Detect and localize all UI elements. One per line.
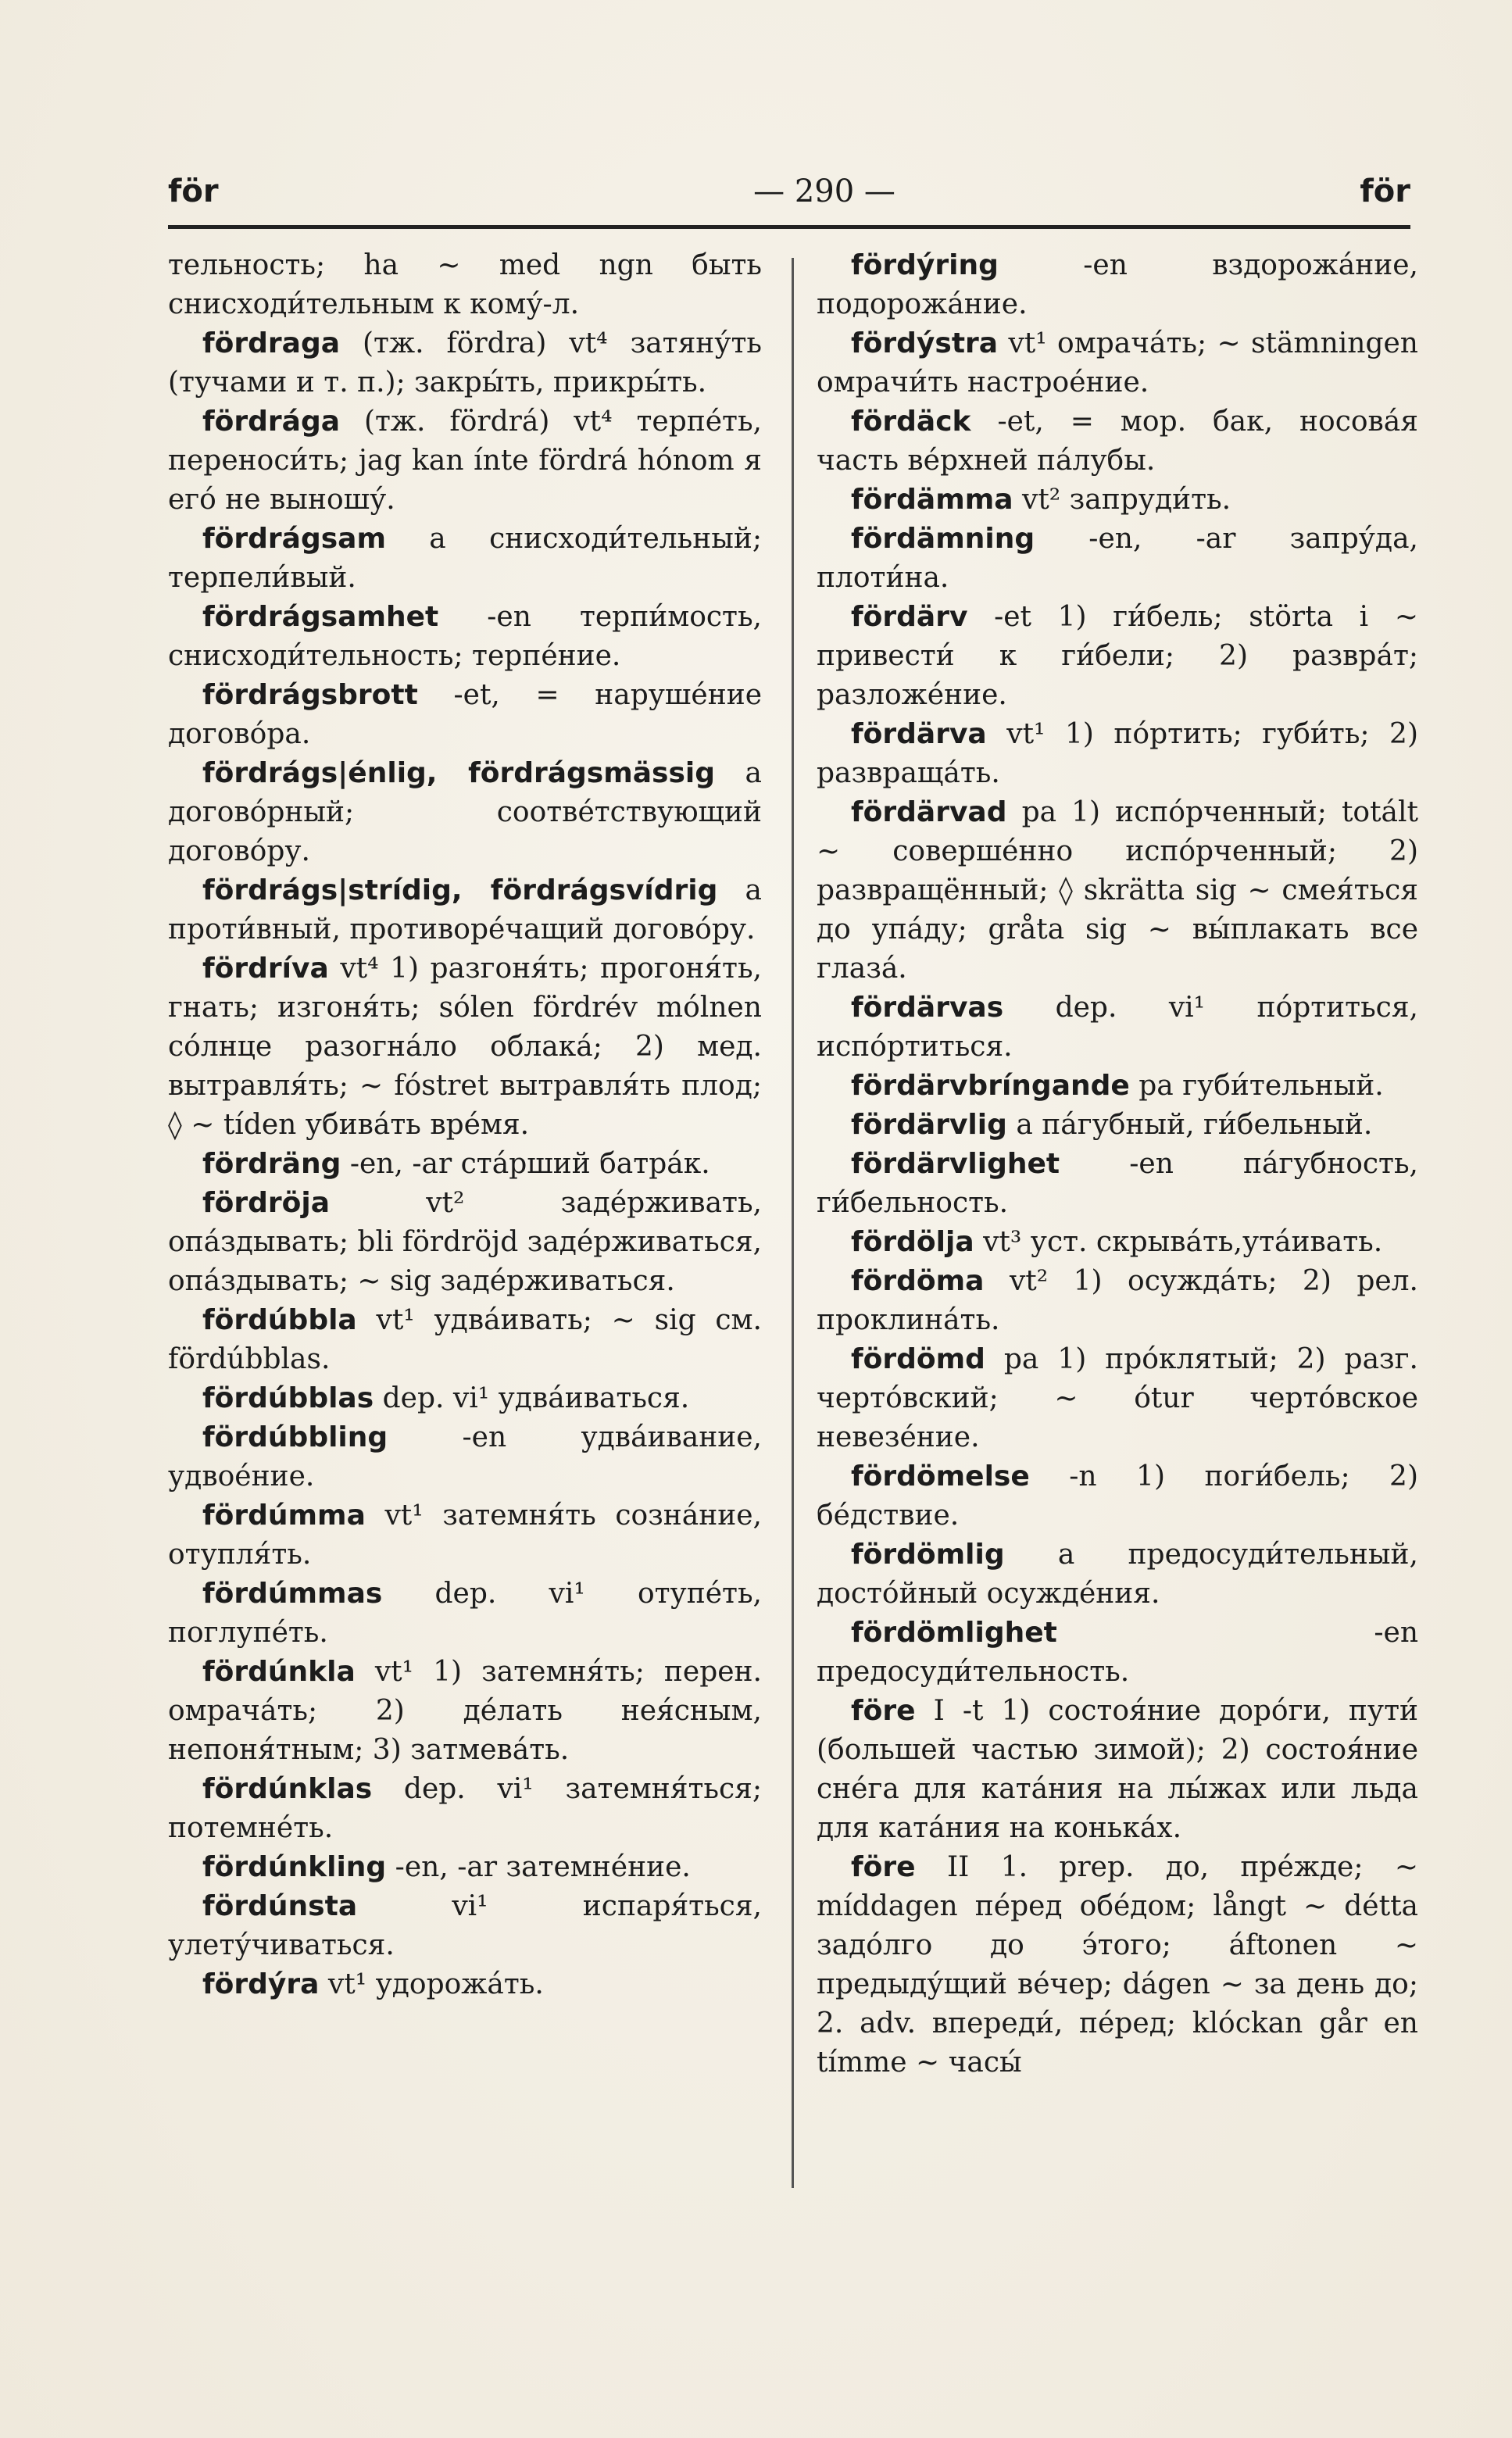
entry-definition: тельность; ha ~ med ngn быть снисходи́тельным к кому́-л. xyxy=(168,249,762,320)
entry-headword: fördúnsta xyxy=(202,1890,358,1922)
entry-headword: fördúnklas xyxy=(202,1773,373,1805)
entry-definition: pa 1) про́клятый; 2) разг. черто́вский; ~ ótur черто́вское невезе́ние. xyxy=(817,1343,1418,1453)
entry-definition: vt³ уст. скрыва́ть,ута́ивать. xyxy=(983,1226,1383,1258)
entry-headword: före xyxy=(851,1851,916,1883)
entry-definition: dep. vi¹ по́ртиться, испо́ртиться. xyxy=(817,992,1418,1063)
dictionary-entry xyxy=(817,481,1418,520)
header-right-guideword: för xyxy=(1360,173,1410,209)
entry-headword: före xyxy=(851,1695,916,1727)
dictionary-entry xyxy=(817,1614,1418,1692)
entry-headword: fördýstra xyxy=(851,327,999,359)
entry-definition: dep. vi¹ затемня́ться; потемне́ть. xyxy=(168,1773,762,1844)
entry-headword: fördrágsamhet xyxy=(202,601,439,633)
entry-headword: fördäck xyxy=(851,406,971,438)
entry-definition: pa губи́тельный. xyxy=(1138,1070,1384,1102)
entry-definition: a проти́вный, противоре́чащий догово́ру. xyxy=(168,874,762,946)
entry-definition: -et 1) ги́бель; störta i ~ привести́ к ги́бели; 2) развра́т; разложе́ние. xyxy=(817,601,1418,711)
dictionary-entry xyxy=(817,1106,1418,1145)
entry-headword: fördämma xyxy=(851,484,1013,516)
dictionary-entry xyxy=(817,715,1418,793)
entry-headword: fördämning xyxy=(851,523,1035,555)
entry-definition: II 1. prep. до, пре́жде; ~ míddagen пе́ред обе́дом; långt ~ détta задо́лго до э́того; áftonen ~ предыду́щий ве́чер; dágen ~ за день до; 2. adv. впереди́, пе́ред; klóckan går en tímme ~ часы́ xyxy=(817,1851,1419,2079)
page-header xyxy=(168,173,1410,220)
entry-headword: fördärvas xyxy=(851,992,1004,1024)
left-column xyxy=(168,246,762,2004)
dictionary-entry xyxy=(168,324,762,402)
entry-definition: I -t 1) состоя́ние доро́ги, пути́ (большей частью зимой); 2) состоя́ние сне́га для ката́ния на лы́жах или льда для ката́ния на конька́х. xyxy=(817,1695,1418,1844)
entry-headword: fördrágs|énlig, fördrágsmässig xyxy=(202,757,716,789)
dictionary-entry xyxy=(817,1692,1418,1848)
dictionary-entry xyxy=(817,246,1418,324)
dictionary-entry xyxy=(817,1067,1418,1106)
entry-definition: -en, -ar ста́рший батра́к. xyxy=(349,1148,710,1180)
entry-headword: fördrága xyxy=(202,406,341,438)
header-left-guideword: för xyxy=(168,173,219,209)
entry-definition: vt¹ удорожа́ть. xyxy=(327,1968,544,2000)
entry-headword: fördúbblas xyxy=(202,1382,374,1414)
dictionary-entry xyxy=(168,1770,762,1848)
dictionary-entry xyxy=(817,402,1418,481)
dictionary-entry xyxy=(817,1340,1418,1457)
dictionary-entry xyxy=(168,754,762,871)
column-divider xyxy=(792,258,794,2188)
entry-headword: fördúmmas xyxy=(202,1578,383,1610)
entry-headword: fördúbbla xyxy=(202,1304,357,1336)
dictionary-entry xyxy=(168,1184,762,1301)
entry-definition: -en, -ar запру́да, плоти́на. xyxy=(817,523,1418,594)
entry-headword: fördúnkling xyxy=(202,1851,387,1883)
entry-headword: fördúnkla xyxy=(202,1656,356,1688)
dictionary-entry xyxy=(168,676,762,754)
dictionary-entry xyxy=(168,1301,762,1379)
entry-definition: vt¹ удва́ивать; ~ sig см. fördúbblas. xyxy=(168,1304,762,1375)
dictionary-entry xyxy=(168,520,762,598)
entry-headword: fördrágsbrott xyxy=(202,679,418,711)
entry-headword: fördräng xyxy=(202,1148,341,1180)
entry-definition: vt² заде́рживать, опа́здывать; bli fördröjd заде́рживаться, опа́здывать; ~ sig заде́рживаться. xyxy=(168,1187,762,1297)
dictionary-entry xyxy=(817,324,1418,402)
entry-headword: fördärvad xyxy=(851,796,1007,828)
entry-headword: fördärvbríngande xyxy=(851,1070,1130,1102)
entry-definition: vt¹ затемня́ть созна́ние, отупля́ть. xyxy=(168,1500,762,1571)
entry-definition: vt¹ 1) по́ртить; губи́ть; 2) развраща́ть. xyxy=(817,718,1418,789)
entry-definition: dep. vi¹ отупе́ть, поглупе́ть. xyxy=(168,1578,762,1649)
entry-definition: vt¹ 1) затемня́ть; перен. омрача́ть; 2) де́лать нея́сным, непоня́тным; 3) затмева́ть. xyxy=(168,1656,762,1766)
entry-definition: -en, -ar затемне́ние. xyxy=(395,1851,691,1883)
entry-headword: fördraga xyxy=(202,327,341,359)
entry-headword: fördärv xyxy=(851,601,968,633)
entry-definition: (тж. fördra) vt⁴ затяну́ть (тучами и т. п.); закры́ть, прикры́ть. xyxy=(168,327,762,399)
entry-headword: fördölja xyxy=(851,1226,974,1258)
dictionary-entry xyxy=(817,598,1418,715)
entry-definition: a снисходи́тельный; терпели́вый. xyxy=(168,523,762,594)
dictionary-entry xyxy=(817,1848,1418,2082)
dictionary-entry xyxy=(168,1887,762,1965)
entry-definition: -et, = мор. бак, носова́я часть ве́рхней па́лубы. xyxy=(817,406,1418,477)
entry-headword: fördöma xyxy=(851,1265,985,1297)
dictionary-entry xyxy=(817,520,1418,598)
entry-definition: vi¹ испаря́ться, улету́чиваться. xyxy=(168,1890,762,1961)
entry-definition: a догово́рный; соотве́тствующий догово́ру. xyxy=(168,757,762,867)
entry-headword: fördömlig xyxy=(851,1539,1005,1571)
dictionary-entry xyxy=(168,1575,762,1653)
entry-headword: fördömelse xyxy=(851,1460,1030,1492)
entry-definition: vt² запруди́ть. xyxy=(1021,484,1231,516)
dictionary-entry xyxy=(168,1418,762,1496)
entry-definition: -en вздорожа́ние, подорожа́ние. xyxy=(817,249,1418,320)
entry-headword: fördömlighet xyxy=(851,1617,1057,1649)
entry-headword: fördúbbling xyxy=(202,1421,388,1453)
entry-definition: a па́губный, ги́бельный. xyxy=(1016,1109,1373,1141)
entry-headword: fördrágsam xyxy=(202,523,386,555)
entry-definition: -et, = наруше́ние догово́ра. xyxy=(168,679,762,750)
entry-definition: -en удва́ивание, удвое́ние. xyxy=(168,1421,762,1492)
dictionary-entry xyxy=(817,1145,1418,1223)
header-rule xyxy=(168,225,1410,229)
page-number: — 290 — xyxy=(753,173,895,209)
dictionary-entry xyxy=(817,1262,1418,1340)
dictionary-entry xyxy=(817,1457,1418,1535)
entry-definition: vt² 1) осужда́ть; 2) рел. проклина́ть. xyxy=(817,1265,1418,1336)
dictionary-entry xyxy=(817,793,1418,988)
entry-definition: vt¹ омрача́ть; ~ stämningen омрачи́ть настрое́ние. xyxy=(817,327,1418,399)
entry-headword: fördýra xyxy=(202,1968,320,2000)
entry-definition: -en предосуди́тельность. xyxy=(817,1617,1418,1688)
entry-definition: -en терпи́мость, снисходи́тельность; терпе́ние. xyxy=(168,601,762,672)
entry-definition: vt⁴ 1) разгоня́ть; прогоня́ть, гнать; изгоня́ть; sólen fördrév mólnen со́лнце разогна́ло облака́; 2) мед. вытравля́ть; ~ fóstret вытравля́ть плод; ◊ ~ tíden убива́ть вре́мя. xyxy=(168,953,762,1141)
dictionary-entry xyxy=(168,1145,762,1184)
dictionary-entry xyxy=(817,1535,1418,1614)
dictionary-entry xyxy=(168,598,762,676)
dictionary-entry xyxy=(168,1496,762,1575)
entry-definition: -n 1) поги́бель; 2) бе́дствие. xyxy=(817,1460,1418,1532)
entry-definition: pa 1) испо́рченный; totált ~ соверше́нно испо́рченный; 2) развращённый; ◊ skrätta sig ~ смея́ться до упа́ду; gråta sig ~ вы́плакать все глаза́. xyxy=(817,796,1418,985)
entry-headword: fördröja xyxy=(202,1187,331,1219)
dictionary-entry xyxy=(168,1965,762,2004)
entry-headword: fördärvlig xyxy=(851,1109,1007,1141)
dictionary-entry xyxy=(168,949,762,1145)
entry-headword: fördömd xyxy=(851,1343,985,1375)
dictionary-entry xyxy=(168,1848,762,1887)
entry-headword: fördríva xyxy=(202,953,329,985)
dictionary-entry xyxy=(168,402,762,520)
entry-definition: a предосуди́тельный, досто́йный осужде́ния. xyxy=(817,1539,1418,1610)
entry-definition: (тж. fördrá) vt⁴ терпе́ть, переноси́ть; jag kan ínte fördrá hónom я его́ не выношу́. xyxy=(168,406,762,516)
entry-definition: -en па́губность, ги́бельность. xyxy=(817,1148,1418,1219)
dictionary-entry xyxy=(168,871,762,949)
entry-headword: fördärva xyxy=(851,718,987,750)
dictionary-entry xyxy=(817,1223,1418,1262)
dictionary-entry xyxy=(168,1653,762,1770)
entry-headword: fördýring xyxy=(851,249,999,281)
entry-headword: fördärvlighet xyxy=(851,1148,1060,1180)
entry-headword: fördúmma xyxy=(202,1500,366,1532)
entry-headword: fördrágs|strídig, fördrágsvídrig xyxy=(202,874,718,906)
dictionary-entry xyxy=(817,988,1418,1067)
dictionary-entry xyxy=(168,1379,762,1418)
dictionary-entry xyxy=(168,246,762,324)
entry-definition: dep. vi¹ удва́иваться. xyxy=(382,1382,690,1414)
right-column xyxy=(817,246,1418,2082)
